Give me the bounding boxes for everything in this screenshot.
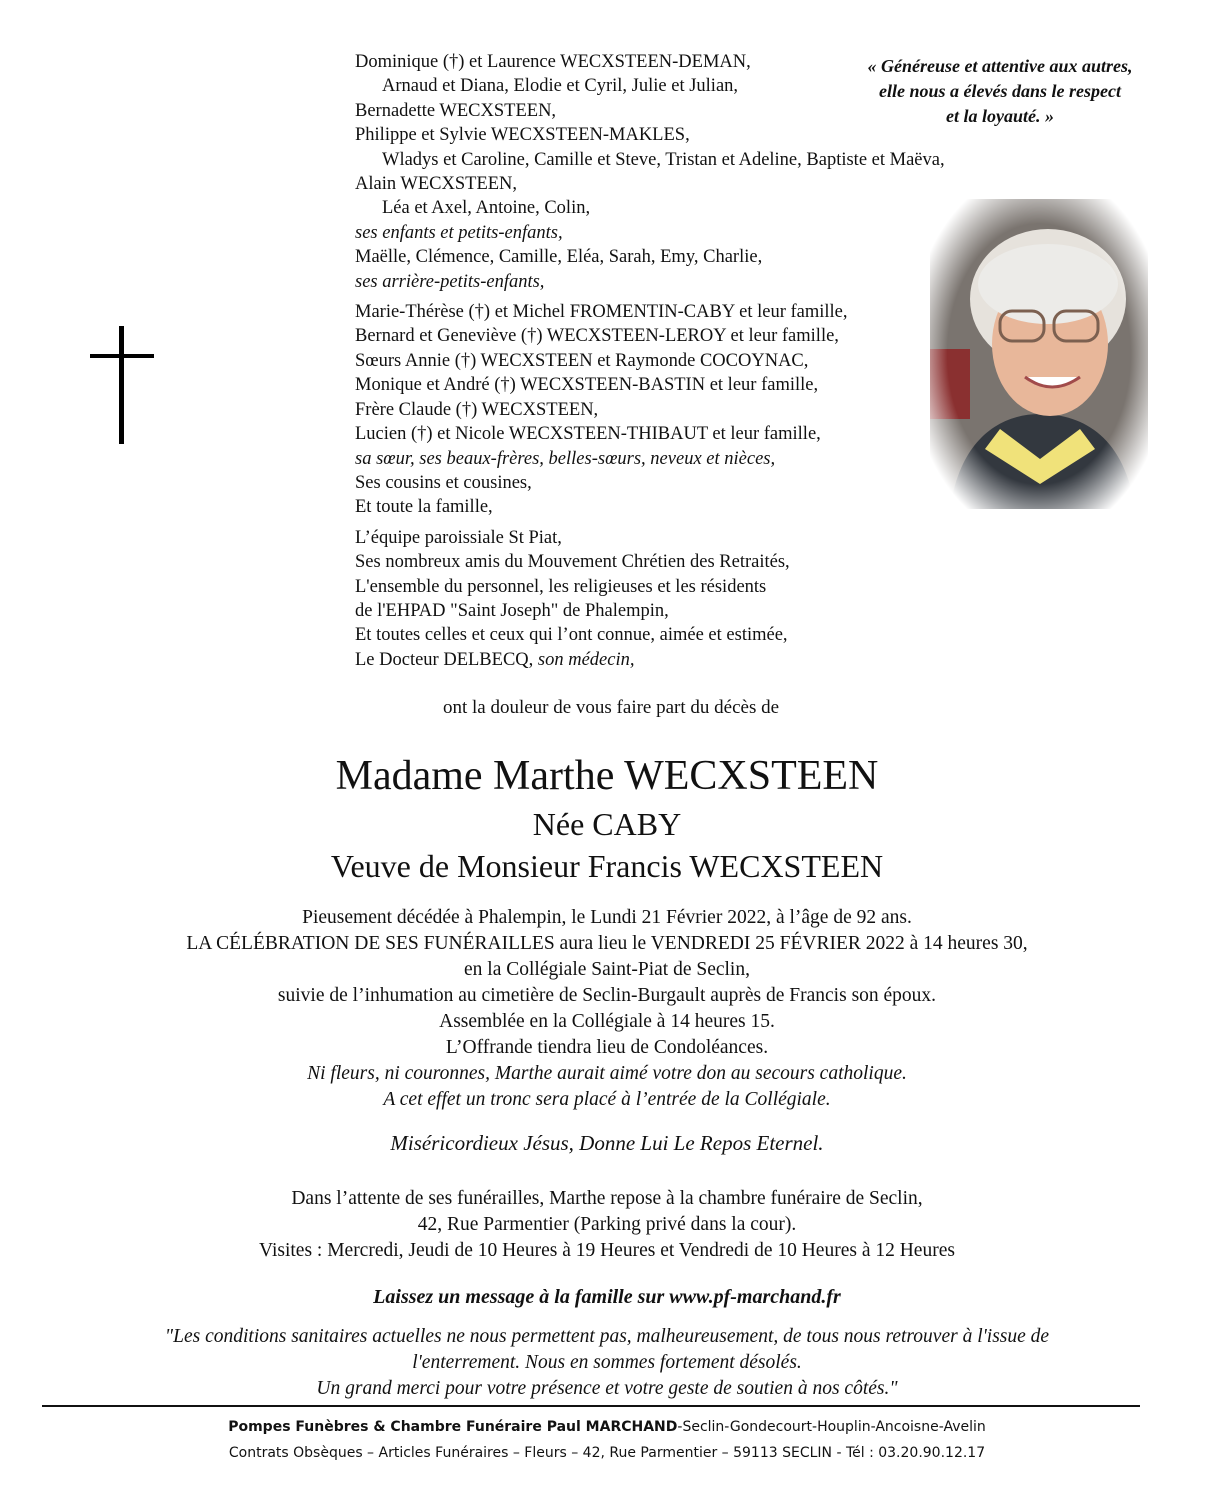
message-link[interactable]: Laissez un message à la famille sur www.pf-marchand.fr xyxy=(373,1286,841,1308)
company-name: Pompes Funèbres & Chambre Funéraire Paul MARCHAND xyxy=(228,1419,678,1435)
other-line: L’équipe paroissiale St Piat, xyxy=(355,527,562,548)
widow-of: Veuve de Monsieur Francis WECXSTEEN xyxy=(330,848,884,884)
visit-line: 42, Rue Parmentier (Parking privé dans la cour). xyxy=(417,1214,797,1235)
sanitary-notice xyxy=(0,1324,1214,1402)
family-line: Léa et Axel, Antoine, Colin, xyxy=(382,198,591,219)
visit-line: Dans l’attente de ses funérailles, Marthe repose à la chambre funéraire de Seclin, xyxy=(291,1188,923,1209)
quote-line: et la loyauté. » xyxy=(946,106,1054,126)
footer xyxy=(0,1414,1214,1466)
family-line: Wladys et Caroline, Camille et Steve, Tristan et Adeline, Baptiste et Maëva, xyxy=(382,149,945,170)
family-line: Maëlle, Clémence, Camille, Eléa, Sarah, Emy, Charlie, xyxy=(355,247,763,268)
doctor-line xyxy=(355,648,1075,672)
sibling-line: Lucien (†) et Nicole WECXSTEEN-THIBAUT et leur famille, xyxy=(355,424,821,445)
detail-line: suivie de l’inhumation au cimetière de Seclin-Burgault auprès de Francis son époux. xyxy=(277,985,937,1006)
quote-line: elle nous a élevés dans le respect xyxy=(879,81,1121,101)
portrait-photo xyxy=(930,199,1148,509)
sibling-line: Sœurs Annie (†) WECXSTEEN et Raymonde COCOYNAC, xyxy=(355,350,809,371)
maiden-name: Née CABY xyxy=(532,806,682,842)
sibling-line: Bernard et Geneviève (†) WECXSTEEN-LEROY et leur famille, xyxy=(355,326,839,347)
epitaph-quote xyxy=(835,54,1165,129)
sanitary-line: l'enterrement. Nous en sommes fortement désolés. xyxy=(412,1352,802,1373)
sibling-line: Ses cousins et cousines, xyxy=(355,472,532,493)
prayer-line: Miséricordieux Jésus, Donne Lui Le Repos Eternel. xyxy=(390,1131,824,1155)
deceased-name: Madame Marthe WECXSTEEN xyxy=(335,753,879,799)
family-line: Dominique (†) et Laurence WECXSTEEN-DEMAN, xyxy=(355,52,751,72)
other-line: L'ensemble du personnel, les religieuses et les résidents xyxy=(355,576,767,597)
footer-divider xyxy=(42,1405,1140,1407)
detail-line: Assemblée en la Collégiale à 14 heures 15. xyxy=(439,1011,775,1032)
detail-line: L’Offrande tiendra lieu de Condoléances. xyxy=(445,1037,769,1058)
family-line: Philippe et Sylvie WECXSTEEN-MAKLES, xyxy=(355,125,690,146)
family-line: Alain WECXSTEEN, xyxy=(355,174,518,195)
visiting-info xyxy=(0,1186,1214,1264)
detail-line: en la Collégiale Saint-Piat de Seclin, xyxy=(464,959,750,980)
detail-line: LA CÉLÉBRATION DE SES FUNÉRAILLES aura lieu le VENDREDI 25 FÉVRIER 2022 à 14 heures 30, xyxy=(186,933,1028,954)
company-locations: -Seclin-Gondecourt-Houplin-Ancoisne-Avelin xyxy=(677,1419,986,1435)
sibling-line: Et toute la famille, xyxy=(355,497,493,518)
sibling-line: sa sœur, ses beaux-frères, belles-sœurs, neveux et nièces, xyxy=(355,448,776,469)
detail-line: Ni fleurs, ni couronnes, Marthe aurait aimé votre don au secours catholique. xyxy=(307,1063,907,1084)
sanitary-line: "Les conditions sanitaires actuelles ne nous permettent pas, malheureusement, de tous nous retrouver à l'issue de xyxy=(164,1326,1050,1347)
sibling-line: Marie-Thérèse (†) et Michel FROMENTIN-CABY et leur famille, xyxy=(355,302,848,323)
footer-company-line xyxy=(0,1414,1214,1440)
sibling-line: Monique et André (†) WECXSTEEN-BASTIN et leur famille, xyxy=(355,375,819,396)
cross-icon xyxy=(90,326,154,444)
sanitary-line: Un grand merci pour votre présence et votre geste de soutien à nos côtés." xyxy=(316,1378,898,1399)
family-line: Arnaud et Diana, Elodie et Cyril, Julie et Julian, xyxy=(382,76,739,97)
other-line: Ses nombreux amis du Mouvement Chrétien des Retraités, xyxy=(355,552,790,573)
visit-line: Visites : Mercredi, Jeudi de 10 Heures à 19 Heures et Vendredi de 10 Heures à 12 Heures xyxy=(259,1240,955,1261)
doctor-name: Le Docteur DELBECQ, xyxy=(355,649,534,670)
doctor-role: son médecin, xyxy=(537,649,635,670)
detail-line: A cet effet un tronc sera placé à l’entrée de la Collégiale. xyxy=(383,1089,831,1110)
other-line: de l'EHPAD "Saint Joseph" de Phalempin, xyxy=(355,600,669,621)
family-others-block xyxy=(355,526,1075,672)
family-line: ses enfants et petits-enfants, xyxy=(355,222,563,243)
other-line: Et toutes celles et ceux qui l’ont connue, aimée et estimée, xyxy=(355,625,788,646)
family-line: Bernadette WECXSTEEN, xyxy=(355,100,557,121)
footer-services-line: Contrats Obsèques – Articles Funéraires – Fleurs – 42, Rue Parmentier – 59113 SECLIN - Tél : 03.20.90.12.17 xyxy=(228,1445,986,1461)
funeral-details xyxy=(0,905,1214,1113)
sibling-line: Frère Claude (†) WECXSTEEN, xyxy=(355,399,599,420)
detail-line: Pieusement décédée à Phalempin, le Lundi 21 Février 2022, à l’âge de 92 ans. xyxy=(302,907,912,928)
quote-line: « Généreuse et attentive aux autres, xyxy=(867,56,1133,76)
announcement-line: ont la douleur de vous faire part du décès de xyxy=(442,697,780,718)
family-line: ses arrière-petits-enfants, xyxy=(355,271,545,292)
